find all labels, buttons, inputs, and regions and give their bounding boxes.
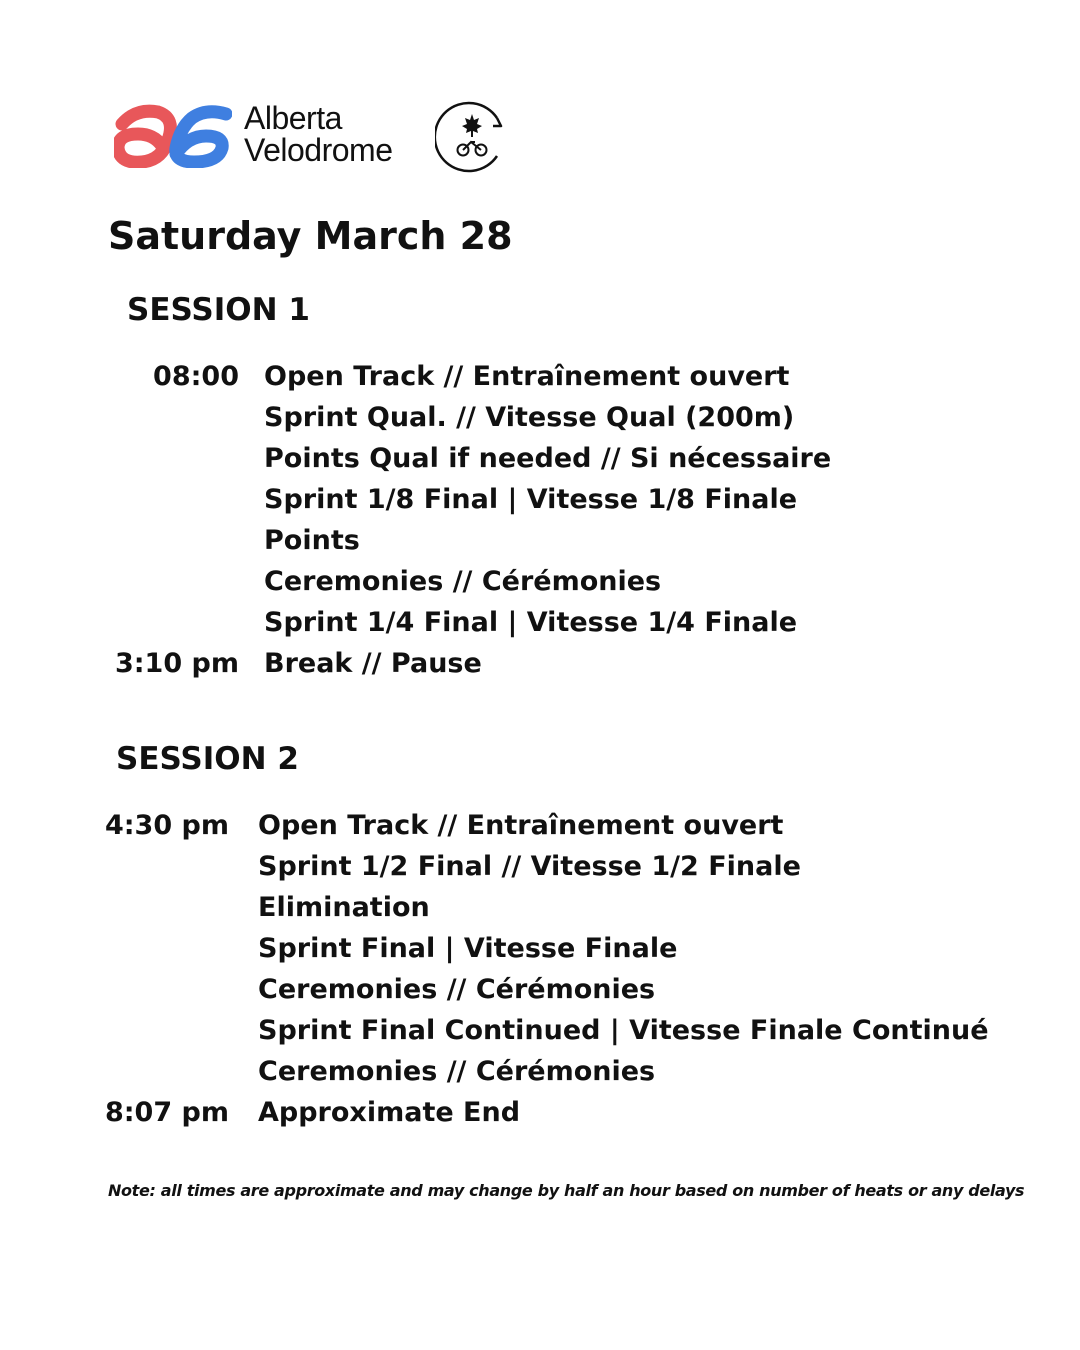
schedule-event: Sprint Final Continued | Vitesse Finale Continué [258,1015,989,1046]
schedule-row [0,520,1080,561]
schedule-event: Break // Pause [264,648,482,679]
disclaimer-note: Note: all times are approximate and may change by half an hour based on number of heats or any delays [108,1181,1025,1200]
schedule-event: Ceremonies // Cérémonies [258,1056,656,1087]
session-1-schedule [0,356,1080,684]
schedule-time: 8:07 pm [104,1097,229,1128]
schedule-event: Points Qual if needed // Si nécessaire [264,443,832,474]
alberta-velodrome-logo-icon [114,104,232,168]
session-2-title: SESSION 2 [116,741,299,777]
schedule-event: Sprint 1/8 Final | Vitesse 1/8 Finale [264,484,798,515]
page-title: Saturday March 28 [108,214,513,258]
schedule-event: Approximate End [258,1097,521,1128]
schedule-event: Open Track // Entraînement ouvert [258,810,784,841]
schedule-row [0,479,1080,520]
schedule-row [0,887,1080,928]
schedule-row [0,397,1080,438]
schedule-row [0,1092,1080,1133]
brand-name [244,102,392,166]
schedule-time: 08:00 [153,361,239,392]
schedule-event: Sprint Final | Vitesse Finale [258,933,678,964]
schedule-row [0,1010,1080,1051]
schedule-row [0,805,1080,846]
schedule-event: Ceremonies // Cérémonies [258,974,656,1005]
brand-name-line-2: Velodrome [244,132,393,168]
schedule-row [0,928,1080,969]
logo-header [114,100,534,174]
schedule-row [0,561,1080,602]
schedule-row [0,356,1080,397]
schedule-event: Sprint 1/2 Final // Vitesse 1/2 Finale [258,851,801,882]
schedule-event: Elimination [258,892,430,923]
session-2-schedule [0,805,1080,1133]
schedule-row [0,438,1080,479]
session-1-title: SESSION 1 [127,292,310,328]
schedule-row [0,602,1080,643]
brand-name-line-1: Alberta [244,100,342,136]
schedule-event: Ceremonies // Cérémonies [264,566,662,597]
schedule-event: Sprint 1/4 Final | Vitesse 1/4 Finale [264,607,798,638]
schedule-event: Sprint Qual. // Vitesse Qual (200m) [264,402,795,433]
schedule-row [0,846,1080,887]
schedule-event: Open Track // Entraînement ouvert [264,361,790,392]
schedule-row [0,1051,1080,1092]
schedule-row [0,969,1080,1010]
schedule-time: 3:10 pm [114,648,239,679]
schedule-row [0,643,1080,684]
schedule-event: Points [264,525,360,556]
schedule-time: 4:30 pm [104,810,229,841]
cycling-canada-logo-icon [435,100,509,174]
